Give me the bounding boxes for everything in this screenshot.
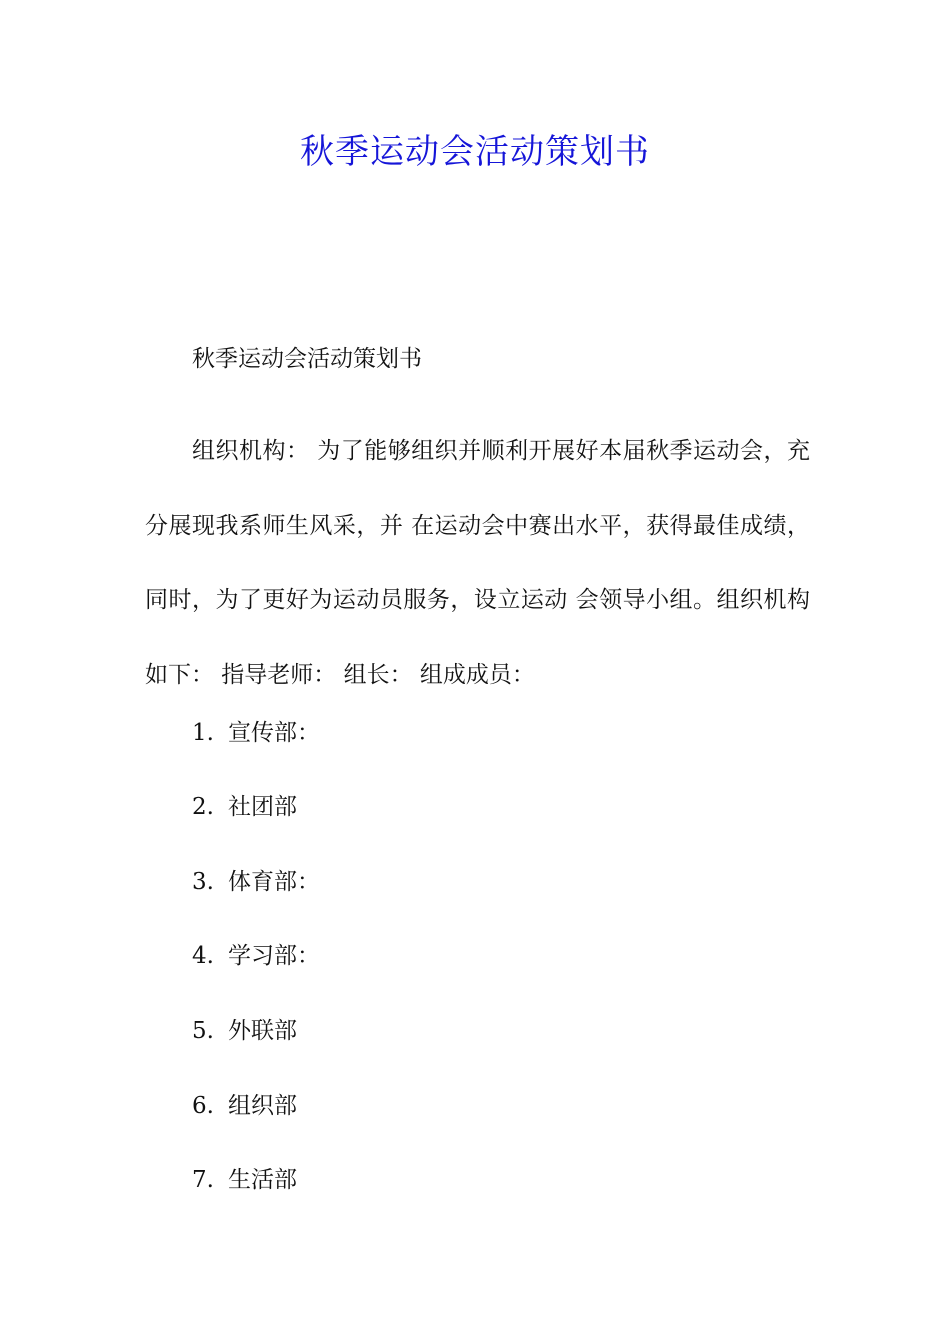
list-item — [192, 716, 320, 750]
list-item — [192, 1089, 297, 1123]
list-item-label: 社团部 — [228, 794, 297, 820]
list-item-label: 体育部： — [228, 869, 320, 895]
list-item-label: 宣传部： — [228, 720, 320, 746]
list-item — [192, 865, 320, 899]
document-title: 秋季运动会活动策划书 — [300, 132, 650, 172]
list-item-number: 7. — [192, 1167, 214, 1193]
list-item — [192, 1163, 297, 1197]
list-item-number: 4. — [192, 943, 214, 969]
list-item-label: 学习部： — [228, 943, 320, 969]
list-item-label: 外联部 — [228, 1018, 297, 1044]
list-item — [192, 790, 297, 824]
list-item-number: 1. — [192, 720, 214, 746]
list-item-number: 6. — [192, 1093, 214, 1119]
list-item-number: 2. — [192, 794, 214, 820]
organization-paragraph: 组织机构： 为了能够组织并顺利开展好本届秋季运动会，充分展现我系师生风采，并 在运动会中赛出水平，获得最佳成绩，同时，为了更好为运动员服务，设立运动 会领导小组。组织机构如下： 指导老师： 组长： 组成成员： — [145, 438, 810, 688]
list-item — [192, 1014, 297, 1048]
list-item-label: 组织部 — [228, 1093, 297, 1119]
document-subtitle: 秋季运动会活动策划书 — [192, 346, 422, 372]
list-item-number: 5. — [192, 1018, 214, 1044]
list-item — [192, 939, 320, 973]
list-item-label: 生活部 — [228, 1167, 297, 1193]
list-item-number: 3. — [192, 869, 214, 895]
